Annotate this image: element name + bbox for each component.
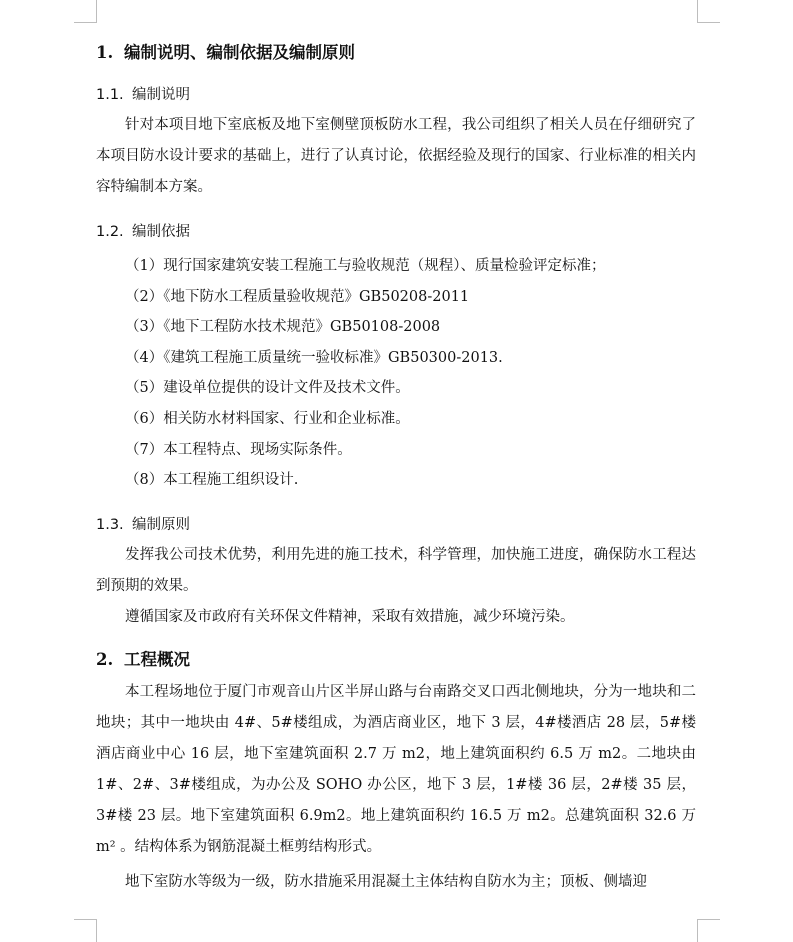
- basis-list-item: （5）建设单位提供的设计文件及技术文件。: [125, 380, 410, 397]
- subsection-1-1-title: 编制说明: [132, 87, 190, 103]
- section-2-paragraph: 本工程场地位于厦门市观音山片区半屏山路与台南路交叉口西北侧地块，分为一地块和二地块；其中一地块由 4#、5#楼组成，为酒店商业区，地下 3 层，4#楼酒店 28 层，5#楼酒店商业中心 16 层，地下室建筑面积 2.7 万 m2，地上建筑面积约 6.5 万 m2。二地块由 1#、2#、3#楼组成，为办公及 SOHO 办公区，地下 3 层，1#楼 36 层，2#楼 35 层，3#楼 23 层。地下室建筑面积 6.9m2。地上建筑面积约 16.5 万 m2。总建筑面积 32.6 万m² 。结构体系为钢筋混凝土框剪结构形式。: [96, 683, 696, 855]
- basis-list-item: （2）《地下防水工程质量验收规范》GB50208-2011: [125, 288, 470, 305]
- subsection-1-2-title: 编制依据: [132, 224, 190, 240]
- section-1-title: 编制说明、编制依据及编制原则: [124, 43, 355, 62]
- section-2-title: 工程概况: [124, 649, 190, 669]
- basis-list-item: （4）《建筑工程施工质量统一验收标准》GB50300-2013.: [125, 349, 503, 366]
- page-corner-mark-bottom-left: [74, 919, 97, 942]
- page-corner-mark-top-left: [74, 0, 97, 23]
- section-1-heading: [96, 36, 696, 70]
- page-corner-mark-top-right: [697, 0, 720, 23]
- subsection-1-3-paragraph: 遵循国家及市政府有关环保文件精神，采取有效措施，减少环境污染。: [125, 608, 575, 625]
- subsection-1-2-number: 1.2.: [96, 224, 124, 240]
- page-corner-mark-bottom-right: [697, 919, 720, 942]
- section-1-number: 1.: [96, 43, 114, 62]
- subsection-1-3-heading: [96, 510, 696, 540]
- section-2-number: 2.: [96, 649, 114, 669]
- subsection-1-3-title: 编制原则: [132, 516, 190, 533]
- subsection-1-1-number: 1.1.: [96, 87, 124, 103]
- subsection-1-3-paragraph: 发挥我公司技术优势，利用先进的施工技术，科学管理，加快施工进度，确保防水工程达到预期的效果。: [96, 546, 696, 594]
- subsection-1-1-heading: [96, 80, 696, 110]
- subsection-1-2-heading: [96, 217, 696, 247]
- basis-list-item: （7）本工程特点、现场实际条件。: [125, 441, 352, 458]
- basis-list-item: （1）现行国家建筑安装工程施工与验收规范（规程）、质量检验评定标准；: [125, 258, 606, 274]
- basis-list-item: （8）本工程施工组织设计.: [125, 472, 299, 489]
- basis-list-item: （6）相关防水材料国家、行业和企业标准。: [125, 410, 410, 427]
- document-body: [96, 36, 696, 898]
- section-2-heading: [96, 643, 696, 677]
- subsection-1-3-number: 1.3.: [96, 516, 124, 533]
- basis-list-item: （3）《地下工程防水技术规范》GB50108-2008: [125, 319, 441, 336]
- section-2-paragraph: 地下室防水等级为一级，防水措施采用混凝土主体结构自防水为主；顶板、侧墙迎: [125, 873, 647, 890]
- subsection-1-1-paragraph: 针对本项目地下室底板及地下室侧壁顶板防水工程，我公司组织了相关人员在仔细研究了本项目防水设计要求的基础上，进行了认真讨论，依据经验及现行的国家、行业标准的相关内容特编制本方案。: [96, 117, 696, 195]
